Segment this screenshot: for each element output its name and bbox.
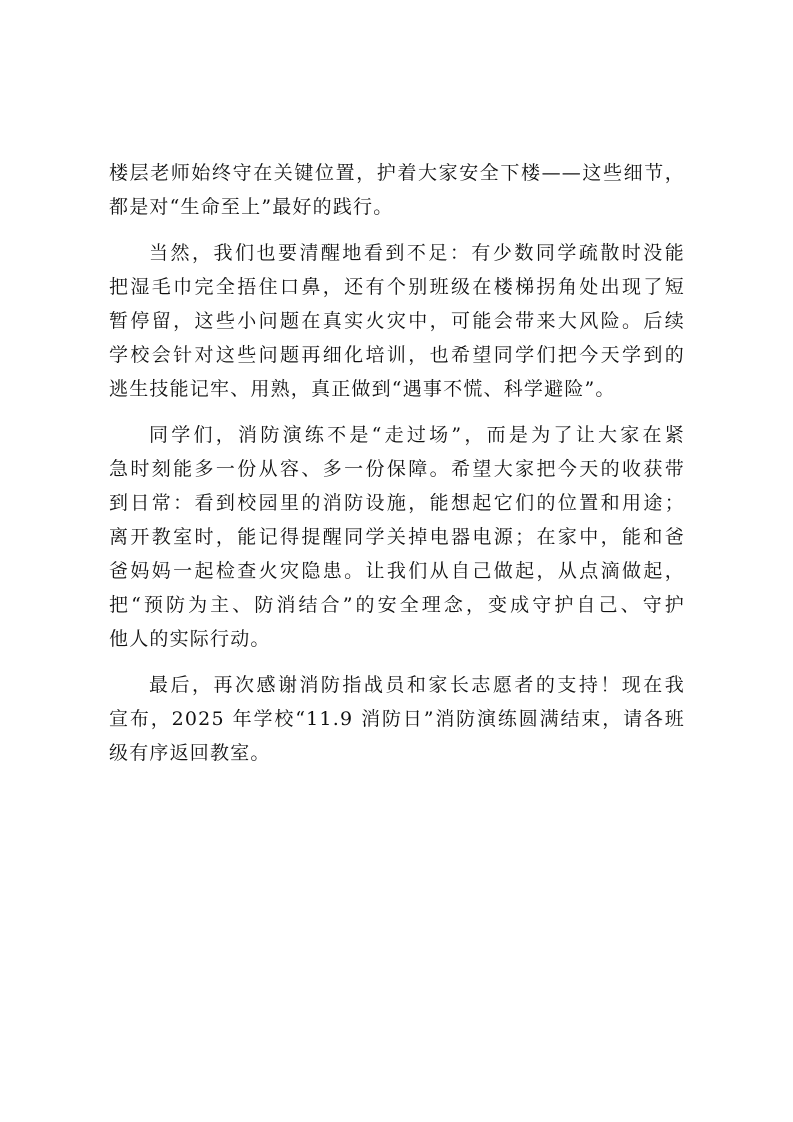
- document-body: [109, 156, 685, 782]
- text-line: 暂停留，这些小问题在真实火灾中，可能会带来大风险。后续: [109, 310, 685, 332]
- text-line: 到日常：看到校园里的消防设施，能想起它们的位置和用途；: [109, 492, 685, 514]
- text-line: 当然，我们也要清醒地看到不足：有少数同学疏散时没能: [149, 242, 685, 264]
- text-line: 离开教室时，能记得提醒同学关掉电器电源；在家中，能和爸: [109, 526, 685, 548]
- text-line: 把“预防为主、防消结合”的安全理念，变成守护自己、守护: [109, 594, 685, 616]
- paragraph-2: [109, 236, 685, 406]
- text-line: 宣布，2025 年学校“11.9 消防日”消防演练圆满结束，请各班: [109, 708, 685, 730]
- text-line: 逃生技能记牢、用熟，真正做到“遇事不慌、科学避险”。: [109, 378, 616, 400]
- text-line: 楼层老师始终守在关键位置，护着大家安全下楼——这些细节，: [109, 162, 685, 184]
- text-line: 同学们，消防演练不是“走过场”，而是为了让大家在紧: [149, 424, 685, 446]
- paragraph-3: [109, 418, 685, 656]
- paragraph-1: [109, 156, 685, 224]
- paragraph-4: [109, 668, 685, 770]
- text-line: 级有序返回教室。: [109, 742, 271, 764]
- text-line: 都是对“生命至上”最好的践行。: [109, 196, 394, 218]
- text-line: 最后，再次感谢消防指战员和家长志愿者的支持！现在我: [149, 674, 685, 696]
- text-line: 把湿毛巾完全捂住口鼻，还有个别班级在楼梯拐角处出现了短: [109, 276, 685, 298]
- text-line: 学校会针对这些问题再细化培训，也希望同学们把今天学到的: [109, 344, 685, 366]
- text-line: 急时刻能多一份从容、多一份保障。希望大家把今天的收获带: [109, 458, 685, 480]
- text-line: 爸妈妈一起检查火灾隐患。让我们从自己做起，从点滴做起，: [109, 560, 685, 582]
- text-line: 他人的实际行动。: [109, 628, 271, 650]
